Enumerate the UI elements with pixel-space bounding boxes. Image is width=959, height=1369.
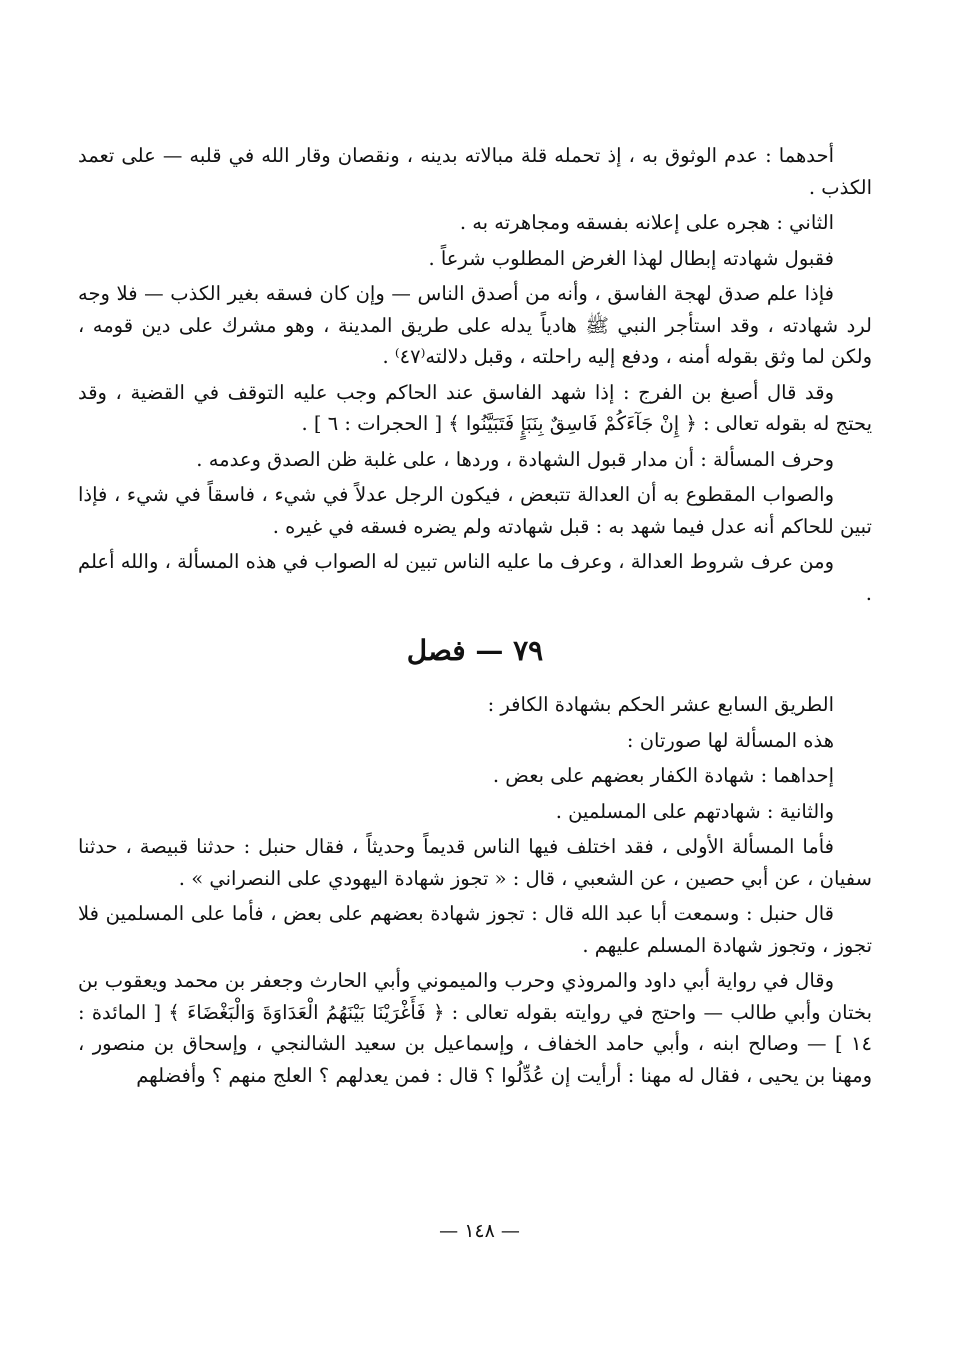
- paragraph: والصواب المقطوع به أن العدالة تتبعض ، فيكون الرجل عدلاً في شيء ، فاسقاً في شيء ، فإذا تبين للحاكم أنه عدل فيما شهد به : قبل شهادته ولم يضره فسقه في غيره .: [78, 483, 872, 538]
- section-heading: ٧٩ — فصل: [406, 634, 544, 667]
- paragraph: فأما المسألة الأولى ، فقد اختلف فيها الناس قديماً وحديثاً ، فقال حنبل : حدثنا قبيصة ، حدثنا سفيان ، عن أبي حصين ، عن الشعبي ، قال : « تجوز شهادة اليهودي على النصراني » .: [78, 835, 872, 890]
- paragraph: أحدهما : عدم الوثوق به ، إذ تحمله قلة مبالاته بدينه ، ونقصان وقار الله في قلبه — على تعمد الكذب .: [78, 144, 872, 199]
- page-number: — ١٤٨ —: [439, 1220, 520, 1242]
- paragraph: الطريق السابع عشر الحكم بشهادة الكافر :: [487, 693, 834, 716]
- page-content: [78, 140, 872, 1340]
- paragraph: وقال في رواية أبي داود والمروذي وحرب والميموني وأبي الحارث وجعفر بن محمد ويعقوب بن بختان وأبي طالب — واحتج في روايته بقوله تعالى : ﴿ فَأَغْرَيْنَا بَيْنَهُمُ الْعَدَاوَةَ وَالْبَغْضَاءَ ﴾ [ المائدة : ١٤ ] — وصالح ابنه ، وأبي حامد الخفاف ، وإسماعيل بن سعيد الشالنجي ، وإسحاق بن منصور ، ومهنا بن يحيى ، فقال له مهنا : أرأيت إن عُدِّلُوا ؟ قال : فمن يعدلهم ؟ العلج منهم ؟ وأفضلهم: [78, 969, 872, 1087]
- paragraph: هذه المسألة لها صورتان :: [626, 728, 834, 752]
- paragraph: إحداهما : شهادة الكفار بعضهم على بعض .: [492, 764, 834, 787]
- paragraph: وحرف المسألة : أن مدار قبول الشهادة ، وردها ، على غلبة ظن الصدق وعدمه .: [196, 447, 834, 471]
- paragraph: وقد قال أصبغ بن الفرج : إذا شهد الفاسق عند الحاكم وجب عليه التوقف في القضية ، وقد يحتج له بقوله تعالى : ﴿ إِنْ جَآءَكُمْ فَاسِقٌ بِنَبَإٍ فَتَبَيَّنُوا ﴾ [ الحجرات : ٦ ] .: [78, 380, 872, 435]
- paragraph: والثانية : شهادتهم على المسلمين .: [555, 799, 834, 823]
- paragraph: الثاني : هجره على إعلانه بفسقه ومجاهرته به .: [459, 211, 834, 234]
- paragraph: فإذا علم صدق لهجة الفاسق ، وأنه من أصدق الناس — وإن كان فسقه بغير الكذب — فلا وجه لرد شهادته ، وقد استأجر النبي ﷺ هادياً يدله على طريق المدينة ، وهو مشرك على دين قومه ، ولكن لما وثق بقوله أمنه ، ودفع إليه راحلته ، وقبل دلالته⁽٤٧⁾ .: [78, 282, 872, 368]
- paragraph: فقبول شهادته إبطال لهذا الغرض المطلوب شرعاً .: [428, 246, 834, 270]
- paragraph: قال حنبل : وسمعت أبا عبد الله قال : تجوز شهادة بعضهم على بعض ، فأما على المسلمين فلا تجوز ، وتجوز شهادة المسلم عليهم .: [78, 902, 872, 957]
- paragraph: ومن عرف شروط العدالة ، وعرف ما عليه الناس تبين له الصواب في هذه المسألة ، والله أعلم .: [78, 550, 872, 605]
